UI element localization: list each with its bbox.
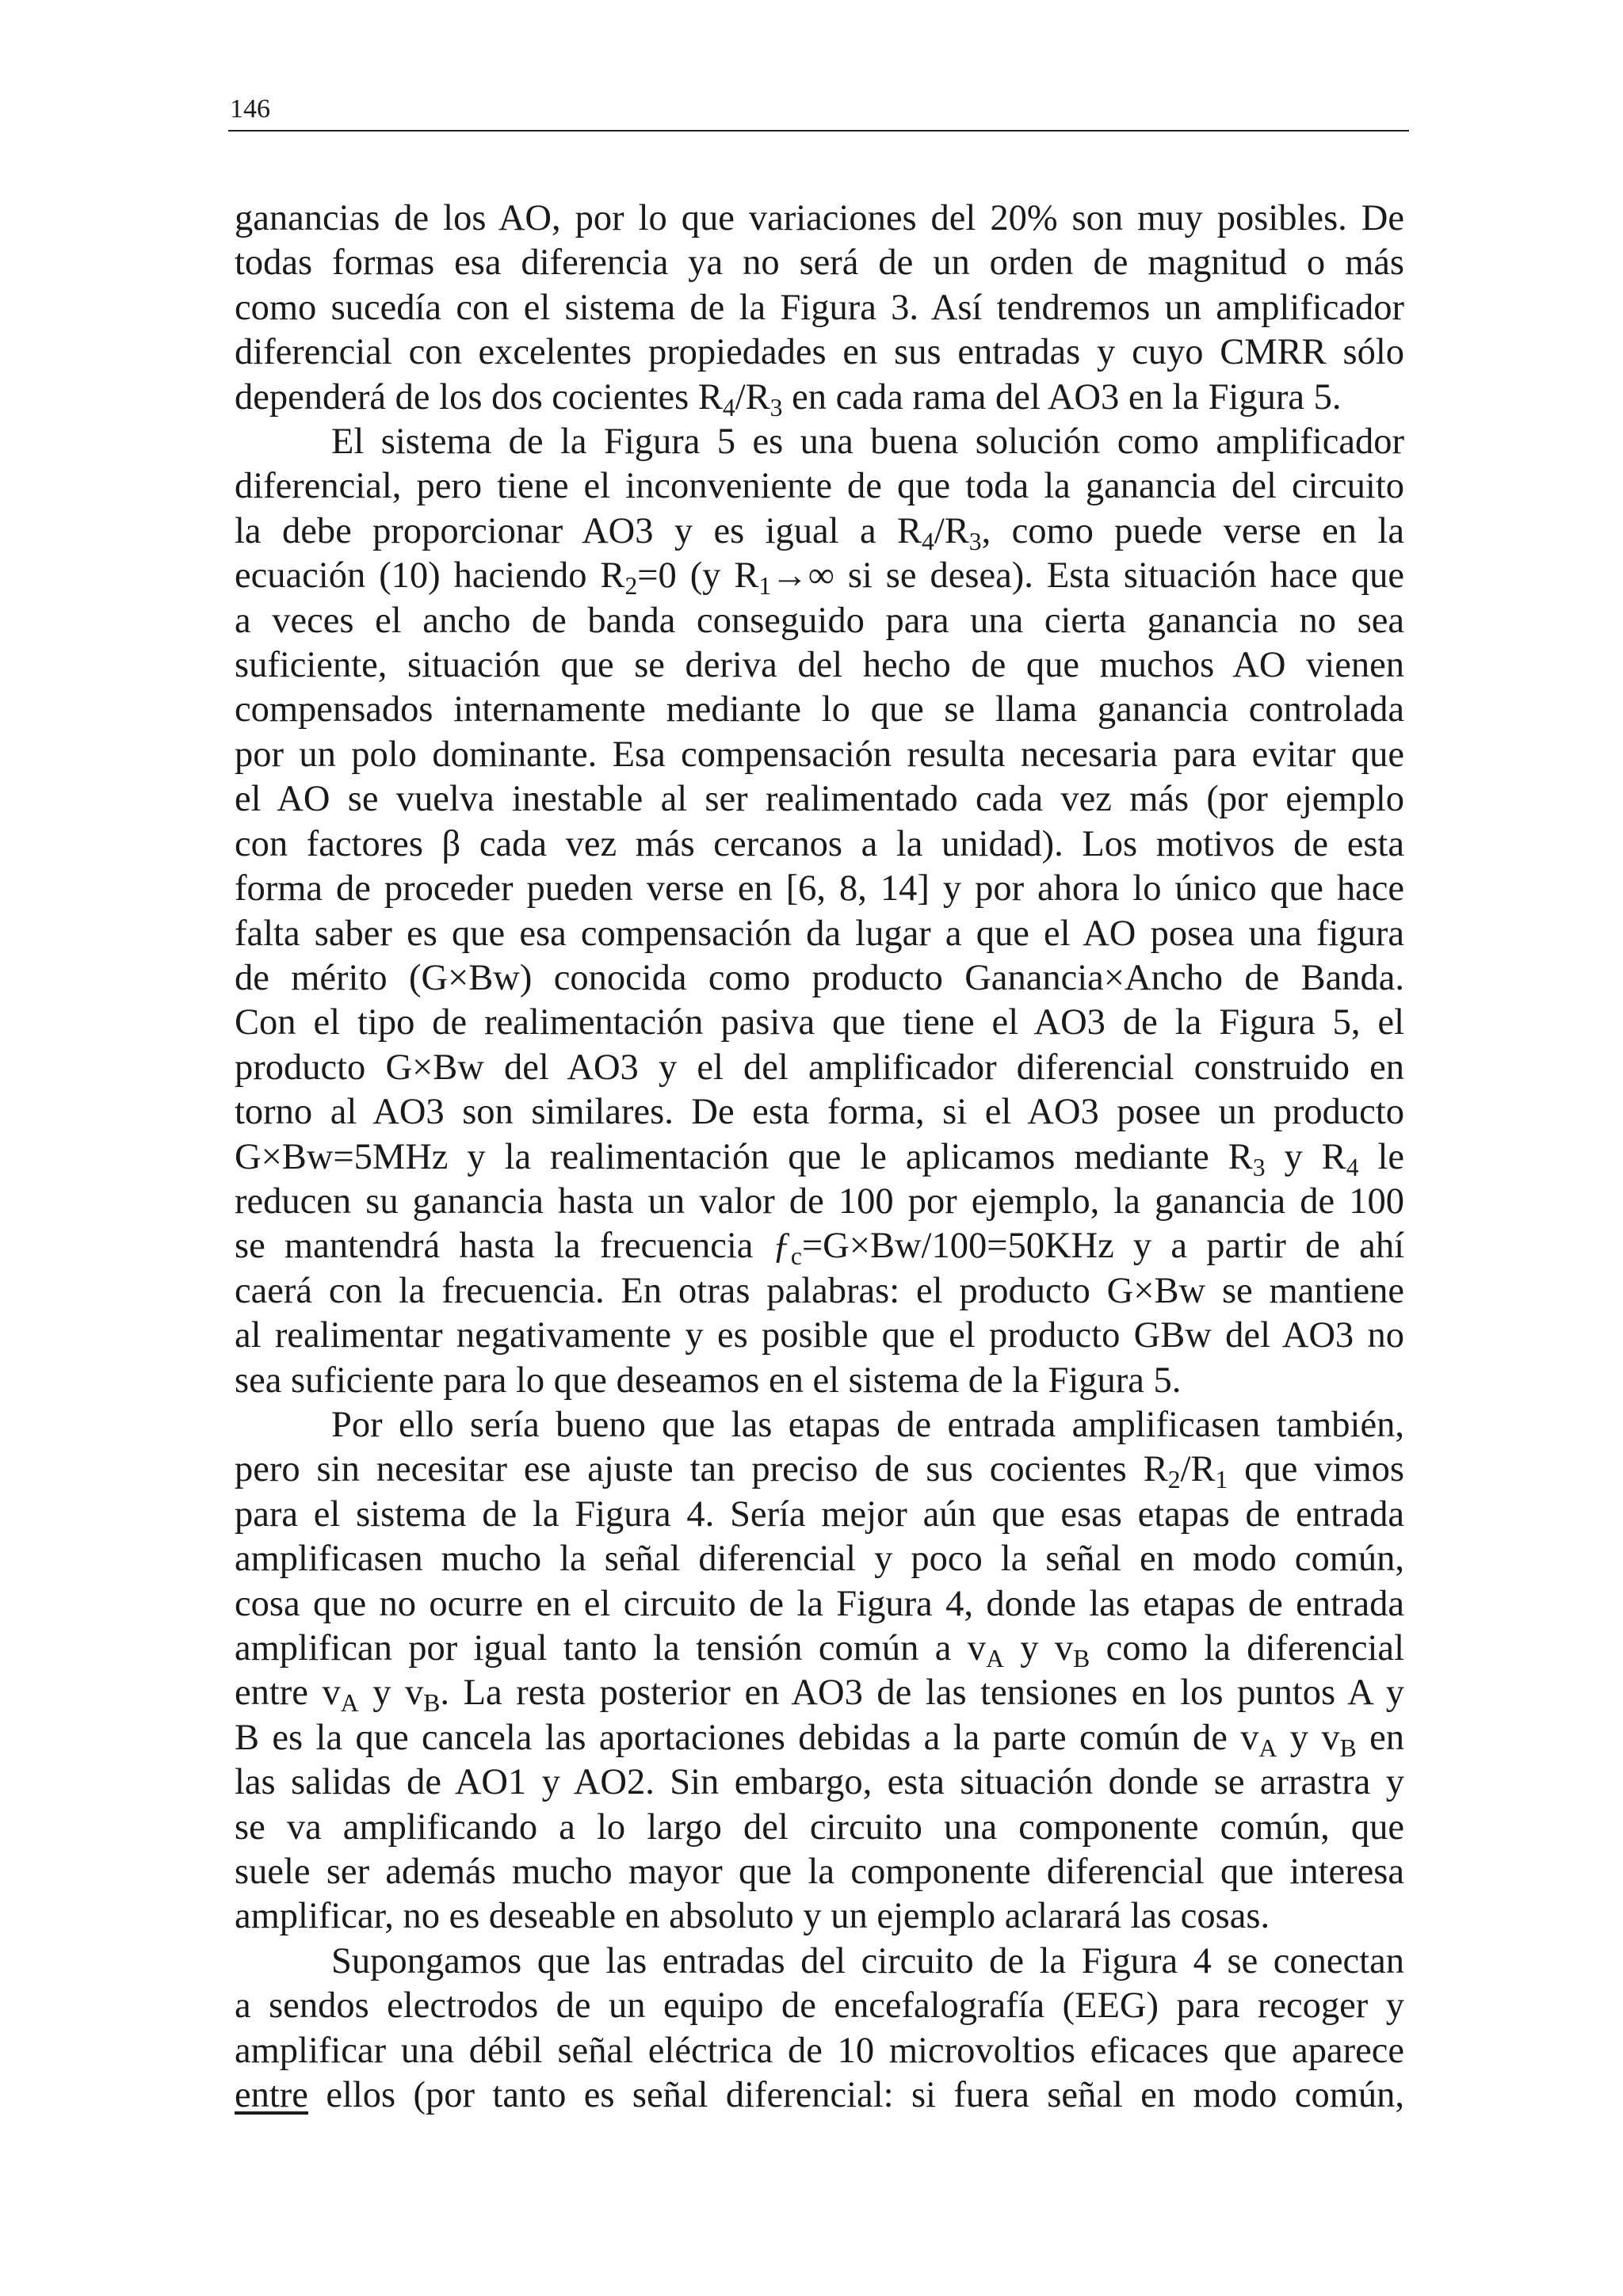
body-text xyxy=(235,196,1404,2118)
text-line: falta saber es que esa compensación da lugar a que el AO posea una figura xyxy=(235,913,1404,954)
text-line: dependerá de los dos cocientes $R_4/R_3$ en cada rama del AO3 en la Figura 5. xyxy=(235,376,1342,421)
text-line: torno al AO3 son similares. De esta forma, si el AO3 posee un producto xyxy=(235,1092,1404,1133)
text-line: reducen su ganancia hasta un valor de 100 por ejemplo, la ganancia de 100 xyxy=(235,1180,1404,1222)
text-line: de mérito (G×Bw) conocida como producto Ganancia×Ancho de Banda. xyxy=(235,957,1404,998)
underlined-word: entre xyxy=(235,2075,308,2116)
text-line: producto G×Bw del AO3 y el del amplificador diferencial construido en xyxy=(235,1047,1404,1088)
text-line: entre ellos (por tanto es señal diferencial: si fuera señal en modo común, xyxy=(235,2075,1404,2116)
text-line: diferencial, pero tiene el inconveniente de que toda la ganancia del circuito xyxy=(235,466,1404,507)
text-line: ecuación (10) haciendo $R_2=0$ (y $R_1\to\infty$ si se desea). Esta situación hace que xyxy=(235,555,1404,601)
text-line: como sucedía con el sistema de la Figura 3. Así tendremos un amplificador xyxy=(235,287,1404,328)
text-line: entre $v_A$ y $v_B$. La resta posterior en AO3 de las tensiones en los puntos A y xyxy=(235,1672,1405,1718)
text-line: suficiente, situación que se deriva del hecho de que muchos AO vienen xyxy=(235,645,1404,686)
text-line: forma de proceder pueden verse en [6, 8, 14] y por ahora lo único que hace xyxy=(235,868,1404,910)
text-line: amplificar una débil señal eléctrica de 10 microvoltios eficaces que aparece xyxy=(235,2030,1404,2071)
text-line: suele ser además mucho mayor que la componente diferencial que interesa xyxy=(235,1852,1404,1893)
text-line: a sendos electrodos de un equipo de encefalografía (EEG) para recoger y xyxy=(235,1985,1404,2027)
text-line: para el sistema de la Figura 4. Sería mejor aún que esas etapas de entrada xyxy=(235,1493,1404,1535)
text-line: ganancias de los AO, por lo que variaciones del 20% son muy posibles. De xyxy=(235,198,1404,238)
text-line: Supongamos que las entradas del circuito de la Figura 4 se conectan xyxy=(331,1940,1404,1981)
text-line: todas formas esa diferencia ya no será de un orden de magnitud o más xyxy=(235,242,1404,284)
text-line: sea suficiente para lo que deseamos en el sistema de la Figura 5. xyxy=(235,1360,1182,1401)
text-line: a veces el ancho de banda conseguido para una cierta ganancia no sea xyxy=(235,600,1404,641)
text-line: Con el tipo de realimentación pasiva que tiene el AO3 de la Figura 5, el xyxy=(235,1002,1404,1043)
text-line: amplificasen mucho la señal diferencial y poco la señal en modo común, xyxy=(235,1539,1404,1580)
text-line: la debe proporcionar AO3 y es igual a $R_4/R_3$, como puede verse en la xyxy=(235,510,1404,555)
header-rule xyxy=(228,130,1409,132)
text-line: las salidas de AO1 y AO2. Sin embargo, esta situación donde se arrastra y xyxy=(235,1762,1404,1803)
text-line: el AO se vuelva inestable al ser realimentado cada vez más (por ejemplo xyxy=(235,779,1404,820)
text-line: cosa que no ocurre en el circuito de la Figura 4, donde las etapas de entrada xyxy=(235,1583,1404,1624)
text-line: pero sin necesitar ese ajuste tan preciso de sus cocientes $R_2/R_1$ que vimos xyxy=(235,1449,1404,1494)
text-line: se va amplificando a lo largo del circuito una componente común, que xyxy=(235,1806,1404,1848)
text-line: con factores β cada vez más cercanos a la unidad). Los motivos de esta xyxy=(235,823,1404,864)
text-line: compensados internamente mediante lo que se llama ganancia controlada xyxy=(235,689,1404,730)
text-line: B es la que cancela las aportaciones debidas a la parte común de $v_A$ y $v_B$ en xyxy=(235,1717,1405,1762)
text-line: diferencial con excelentes propiedades en sus entradas y cuyo CMRR sólo xyxy=(235,332,1404,373)
text-line: caerá con la frecuencia. En otras palabras: el producto G×Bw se mantiene xyxy=(235,1270,1404,1311)
text-line: se mantendrá hasta la frecuencia $ƒ_c=G\times Bw/100=50KHz$ y a partir de ahí xyxy=(235,1226,1404,1271)
text-line: amplifican por igual tanto la tensión común a $v_A$ y $v_B$ como la diferencial xyxy=(235,1628,1404,1672)
text-line: por un polo dominante. Esa compensación resulta necesaria para evitar que xyxy=(235,734,1404,775)
page-number: 146 xyxy=(230,94,270,124)
text-line: amplificar, no es deseable en absoluto y un ejemplo aclarará las cosas. xyxy=(235,1896,1270,1937)
text-line: Por ello sería bueno que las etapas de entrada amplificasen también, xyxy=(331,1404,1404,1445)
text-line: El sistema de la Figura 5 es una buena solución como amplificador xyxy=(331,421,1404,463)
text-line: al realimentar negativamente y es posible que el producto GBw del AO3 no xyxy=(235,1315,1404,1356)
text-line: G×Bw=5MHz y la realimentación que le aplicamos mediante $R_3$ y $R_4$ le xyxy=(235,1136,1404,1181)
